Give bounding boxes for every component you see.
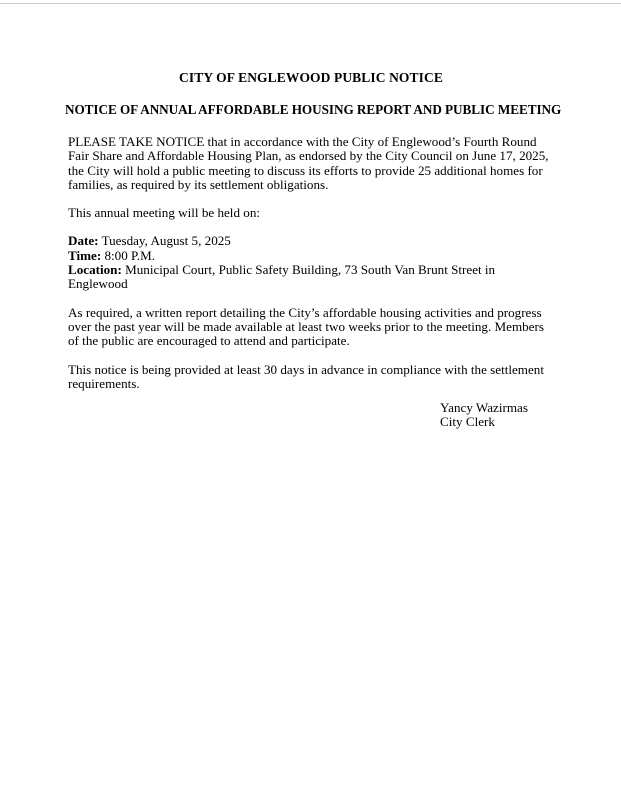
document-subtitle: NOTICE OF ANNUAL AFFORDABLE HOUSING REPORT AND PUBLIC MEETING xyxy=(65,102,562,117)
paragraph-report-availability: As required, a written report detailing the City’s affordable housing activities and progress over the past year will be made available at least two weeks prior to the meeting. Members of the public are encouraged to attend and participate. xyxy=(68,304,544,349)
meeting-date-value: Tuesday, August 5, 2025 xyxy=(98,233,231,249)
meeting-date-label: Date: xyxy=(68,233,99,249)
meeting-time-value: 8:00 P.M. xyxy=(101,247,156,263)
signature-title: City Clerk xyxy=(440,414,495,430)
meeting-time-label: Time: xyxy=(68,247,102,263)
meeting-details xyxy=(68,234,554,291)
signature-block xyxy=(440,401,528,430)
document-body xyxy=(65,70,562,391)
meeting-time-line xyxy=(68,249,554,263)
page-title: CITY OF ENGLEWOOD PUBLIC NOTICE xyxy=(179,70,443,85)
meeting-date-line xyxy=(68,234,554,248)
paragraph-advance-notice: This notice is being provided at least 30 days in advance in compliance with the settlement requirements. xyxy=(68,361,544,391)
meeting-location-value: Municipal Court, Public Safety Building, 73 South Van Brunt Street in Englewood xyxy=(68,262,496,292)
meeting-location-line xyxy=(68,263,554,292)
page-top-divider xyxy=(0,3,621,4)
signature-name: Yancy Wazirmas xyxy=(440,400,528,415)
paragraph-meeting-intro: This annual meeting will be held on: xyxy=(68,205,261,221)
paragraph-notice: PLEASE TAKE NOTICE that in accordance with the City of Englewood’s Fourth Round Fair Share and Affordable Housing Plan, as endorsed by the City Council on June 17, 2025, the City will hold a public meeting to discuss its efforts to provide 25 additional homes for families, as required by its settlement obligations. xyxy=(68,134,549,192)
meeting-location-label: Location: xyxy=(68,262,122,278)
